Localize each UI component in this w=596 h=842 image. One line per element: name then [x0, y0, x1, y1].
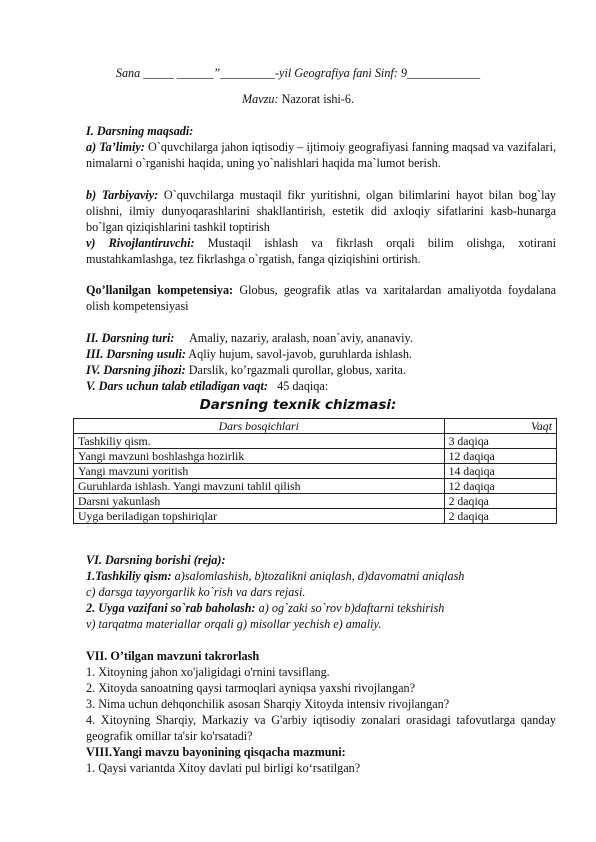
time-cell: 12 daqiqa: [444, 479, 556, 494]
review-question-1: 1. Xitoyning jahon xo'jaligidagi o'rnini tavsiflang.: [86, 665, 330, 679]
table-header-row: [74, 419, 557, 434]
objective-developmental: [86, 235, 556, 267]
objective-developmental-text: Mustaqil ishlash va fikrlash orqali bilim olishga, xotirani mustahkamlashga, tez fikrlashga o`rgatish, fanga qiziqishini ortirish.: [86, 236, 557, 266]
objective-upbringing-text: O`quvchilarga mustaqil fikr yuritishni, olgan bilimlarini hayot bilan bog`lay olishni, ilmiy dunyoqarashlarini shakllantirish, estetik did axloqiy sifatlarini kasb-hunarga bo`lgan qiziqishlarini tashkil toptirish: [86, 188, 556, 234]
stage-cell: Yangi mavzuni boshlashga hozirlik: [74, 449, 445, 464]
summary-question-1: 1. Qaysi variantda Xitoy davlati pul birligi ko‘rsatilgan?: [86, 761, 361, 775]
tech-map-table: [73, 418, 557, 524]
objective-upbringing-label: b) Tarbiyaviy:: [86, 188, 159, 202]
review-question-2: 2. Xitoyda sanoatning qaysi tarmoqlari ayniqsa yaxshi rivojlangan?: [86, 681, 415, 695]
stage-column-header: Dars bosqichlari: [74, 419, 445, 434]
review-question-4: 4. Xitoyning Sharqiy, Markaziy va G'arbiy iqtisodiy zonalari orasidagi tafovutlarga qanday geografik omillar ta'sir ko'rsatadi?: [86, 713, 556, 743]
lesson-time-text: 45 daqiqa:: [277, 379, 329, 393]
competence-paragraph: [86, 282, 556, 314]
plan-item-2: [86, 600, 556, 616]
time-cell: 3 daqiqa: [444, 434, 556, 449]
objective-developmental-label: v) Rivojlantiruvchi:: [86, 236, 195, 250]
date-class-line: Sana _____ ______”_________-yil Geografiya fani Sinf: 9____________: [115, 66, 481, 80]
lesson-time-label: V. Dars uchun talab etiladigan vaqt:: [86, 379, 268, 393]
competence-label: Qo’llanilgan kompetensiya:: [86, 283, 234, 297]
lesson-type-label: II. Darsning turi:: [86, 331, 175, 345]
table-row: [74, 479, 557, 494]
table-row: [74, 434, 557, 449]
tech-map-title: Darsning texnik chizmasi:: [199, 397, 397, 413]
lesson-method-label: III. Darsning usuli:: [86, 347, 186, 361]
review-question-3: 3. Nima uchun dehqonchilik asosan Sharqiy Xitoyda intensiv rivojlangan?: [86, 697, 450, 711]
topic-line: [0, 91, 596, 107]
plan-item-1-text: a)salomlashish, b)tozalikni aniqlash, d)davomatni aniqlash: [174, 569, 465, 583]
plan-title: VI. Darsning borishi (reja):: [86, 553, 226, 567]
lesson-equipment: [86, 362, 556, 378]
time-cell: 12 daqiqa: [444, 449, 556, 464]
summary-title: VIII.Yangi mavzu bayonining qisqacha mazmuni:: [86, 745, 346, 759]
table-row: [74, 464, 557, 479]
time-cell: 2 daqiqa: [444, 494, 556, 509]
time-cell: 2 daqiqa: [444, 509, 556, 524]
lesson-type-text: Amaliy, nazariy, aralash, noan`aviy, ananaviy.: [188, 331, 413, 345]
objective-educational-text: O`quvchilarga jahon iqtisodiy – ijtimoiy geografiyasi fanning maqsad va vazifalari, nimalarni o`rganishi haqida, uning yo`nalishlari haqida ma`lumot berish.: [86, 140, 557, 170]
stage-cell: Guruhlarda ishlash. Yangi mavzuni tahlil qilish: [74, 479, 445, 494]
objectives-title: I. Darsning maqsadi:: [86, 124, 194, 138]
plan-item-2-label: 2. Uyga vazifani so`rab baholash:: [86, 601, 256, 615]
stage-cell: Darsni yakunlash: [74, 494, 445, 509]
competence-text: Globus, geografik atlas va xaritalardan amaliyotda foydalana olish kompetensiyasi: [86, 283, 556, 313]
lesson-method: [86, 346, 556, 362]
time-cell: 14 daqiqa: [444, 464, 556, 479]
objective-educational: [86, 139, 556, 171]
objective-educational-label: a) Ta’limiy:: [86, 140, 145, 154]
review-title: VII. O’tilgan mavzuni takrorlash: [86, 649, 260, 663]
stage-cell: Yangi mavzuni yoritish: [74, 464, 445, 479]
topic-label: Mavzu:: [241, 92, 279, 106]
plan-item-1-continuation: c) darsga tayyorgarlik ko`rish va dars rejasi.: [86, 585, 306, 599]
lesson-type: [86, 330, 556, 346]
lesson-method-text: Aqliy hujum, savol-javob, guruhlarda ishlash.: [188, 347, 413, 361]
plan-item-2-continuation: v) tarqatma materiallar orqali g) misollar yechish e) amaliy.: [86, 617, 382, 631]
plan-item-2-text: a) og`zaki so`rov b)daftarni tekshirish: [258, 601, 445, 615]
table-row: [74, 449, 557, 464]
table-row: [74, 494, 557, 509]
table-row: [74, 509, 557, 524]
lesson-equipment-text: Darslik, ko’rgazmali qurollar, globus, xarita.: [188, 363, 406, 377]
topic-text: Nazorat ishi-6.: [281, 92, 355, 106]
stage-cell: Tashkiliy qism.: [74, 434, 445, 449]
objective-upbringing: [86, 187, 556, 235]
time-column-header: Vaqt: [444, 419, 556, 434]
plan-item-1-label: 1.Tashkiliy qism:: [86, 569, 172, 583]
plan-item-1: [86, 568, 556, 584]
stage-cell: Uyga beriladigan topshiriqlar: [74, 509, 445, 524]
lesson-equipment-label: IV. Darsning jihozi:: [86, 363, 186, 377]
lesson-time: [86, 378, 556, 394]
